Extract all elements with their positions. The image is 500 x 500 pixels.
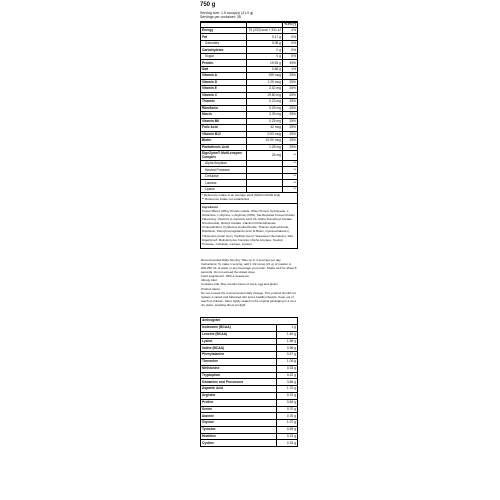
amino-value: 1.07 g (277, 420, 298, 427)
nutrient-ri: 39% (283, 60, 298, 66)
nutrition-footnotes (200, 193, 298, 204)
nutrient-ri: 25% (283, 73, 298, 79)
nutrient-value: 0.68 g (247, 66, 283, 72)
nutrient-ri: 0% (283, 47, 298, 53)
enzyme-complex-ri: ** (283, 151, 298, 161)
amino-row (201, 433, 298, 440)
amino-name: Methionine (201, 365, 277, 372)
nutrient-value: 0 g (247, 53, 283, 59)
amino-row (201, 406, 298, 413)
nutrient-ri: 25% (283, 105, 298, 111)
nutrient-name: Pantothenic Acid (201, 144, 247, 150)
nutrient-ri: 25% (283, 86, 298, 92)
amino-value: 0.47 g (277, 352, 298, 359)
enzyme-item-name: Neutral Protease (201, 167, 247, 173)
amino-name: Serine (201, 406, 277, 413)
nutrient-name: Thiamin (201, 99, 247, 105)
enzyme-item-name: Lactase (201, 180, 247, 186)
nutrient-name: Sugar (201, 53, 247, 59)
amino-value: 0.22 g (277, 372, 298, 379)
nutrient-value: 0.08 g (247, 40, 283, 46)
aminogram-title: Aminogram (201, 318, 298, 325)
nutrient-name: Vitamin C (201, 92, 247, 98)
amino-row (201, 345, 298, 352)
footnote-not-established: ** Reference intake not established. (202, 197, 250, 202)
enzyme-item-ri: ** (283, 160, 298, 166)
nutrient-ri: 25% (283, 144, 298, 150)
amino-name: Threonine (201, 358, 277, 365)
directions-block (200, 258, 298, 308)
amino-name: Alanine (201, 413, 277, 420)
amino-value: 0.70 g (277, 406, 298, 413)
amino-value: 0.84 g (277, 399, 298, 406)
supplement-label (200, 2, 298, 447)
amino-name: Proline (201, 399, 277, 406)
amino-row (201, 440, 298, 447)
directions-paragraph: Recommended Daily Serving: Take up to 3 servings per day. Instructions: To make 1 serving, add 1 1/2 scoop (21 g) of powder to 200-250 mL of water or any beverage you prefer. Shake well for about 8 seconds. Do not exceed the stated dose. (201, 257, 297, 275)
amino-value: 0.70 g (277, 392, 298, 399)
nutrient-ri: 25% (283, 92, 298, 98)
nutrient-name: Energy (201, 27, 247, 33)
enzyme-item-ri: ** (283, 167, 298, 173)
directions-paragraph: Contains milk. May contain traces of soya, egg and gluten. (201, 282, 279, 287)
nutrient-ri: 25% (283, 125, 298, 131)
nutrition-row-enzyme (201, 151, 298, 161)
nutrient-value: 0.17 g (247, 34, 283, 40)
amino-value: 0.45 g (277, 426, 298, 433)
amino-row (201, 426, 298, 433)
amino-row (201, 392, 298, 399)
enzyme-item-name: Alpha Amylase (201, 160, 247, 166)
amino-row (201, 372, 298, 379)
nutrient-ri: 0% (283, 34, 298, 40)
amino-row (201, 352, 298, 359)
aminogram-table (200, 317, 298, 447)
nutrient-name: Vitamin B6 (201, 118, 247, 124)
nutrient-ri: 1% (283, 66, 298, 72)
enzyme-item-name: Cellulase (201, 173, 247, 179)
enzyme-complex-name: DigeZyme® Multi-enzyme Complex (201, 151, 247, 161)
nutrient-name: Carbohydrate (201, 47, 247, 53)
nutrient-value: 0.29 mg (247, 118, 283, 124)
amino-row (201, 365, 298, 372)
directions-paragraph: Product Alerts: (201, 286, 221, 291)
amino-row (201, 331, 298, 338)
amino-name: Arginine (201, 392, 277, 399)
amino-name: Tyrosine (201, 426, 277, 433)
enzyme-item-name: Lipase (201, 186, 247, 192)
nutrient-name: Fat (201, 34, 247, 40)
amino-value: 1.70 g (277, 386, 298, 393)
nutrition-header-ri: % RI (*) (284, 22, 296, 27)
ingredients-box (200, 204, 298, 248)
amino-value: 0.23 g (277, 433, 298, 440)
nutrient-ri: 25% (283, 112, 298, 118)
nutrient-name: Salt (201, 66, 247, 72)
amino-name: Leucine (BCAA) (201, 331, 277, 338)
directions-paragraph: Do not exceed the recommended daily dosage. This product should not replace a varied and balanced diet and a healthy lifestyle. Keep out of reach of children. Store tightly sealed in the original packaging in a cool, dry place, avoiding direct sunlight. (201, 290, 297, 308)
nutrient-value: 3.02 mg (247, 86, 283, 92)
aminogram-header-row (201, 318, 298, 325)
amino-row (201, 324, 298, 331)
amino-value: 1 g (277, 324, 298, 331)
nutrient-ri: 25% (283, 138, 298, 144)
nutrient-ri: 4% (283, 27, 298, 33)
servings-per-container: Servings per container: 35 (200, 15, 241, 20)
nutrient-value: 0 g (247, 47, 283, 53)
amino-row (201, 420, 298, 427)
nutrient-name: Vitamin E (201, 86, 247, 92)
nutrient-ri: 25% (283, 131, 298, 137)
nutrient-value: 1.25 mcg (247, 79, 283, 85)
nutrient-value: 0.53 mcg (247, 131, 283, 137)
amino-name: Histidine (201, 433, 277, 440)
nutrient-ri: 25% (283, 118, 298, 124)
serving-size: Serving size: 1.5 scoop(s) (21.0 g) (200, 10, 254, 15)
amino-name: Tryptophan (201, 372, 277, 379)
ingredients-text: Protein Blend (Whey Protein isolate, Whey Protein hydrolysate, L-Glutamine, L-Glycine, L-Arginine) (93%), Fat-Reduced Cocoa Powder, Flavouring, Vitamins (L-Ascorbic Acid, DL-Alpha Tocopheryl Acetate, Nicotinamide, Retinyl Acetate, Calcium D-Pantothenate, Cholecalciferol, Pyridoxine Hydrochloride, Thiamin Hydrochloride, Riboflavin, Pteroylmonoglutamic Acid, D-Biotin, Cyanocobalamin), Thickeners (Guar Gum, Xanthan Gum), Sweetener (Sucralose), Salt, DigeZyme® Multi-Enzyme Complex (Alpha Amylase, Neutral Protease, Cellulase, Lactase, Lipase). (202, 209, 296, 246)
ingredients-title: Ingredients (202, 205, 219, 210)
nutrient-name: Riboflavin (201, 105, 247, 111)
nutrition-table (200, 22, 298, 194)
amino-row (201, 386, 298, 393)
nutrient-ri: 25% (283, 99, 298, 105)
amino-name: Aspartic Acid (201, 386, 277, 393)
amino-name: Valine (BCAA) (201, 345, 277, 352)
amino-value: 3.86 g (277, 379, 298, 386)
nutrient-name: Vitamin D (201, 79, 247, 85)
amino-row (201, 379, 298, 386)
directions-paragraph: Food supplement. With a sweetener. (201, 274, 250, 279)
enzyme-complex-value: 25 mg (247, 151, 283, 161)
nutrient-value: 79 (333) kcal + 331 kJ (248, 28, 281, 33)
nutrient-name: Niacin (201, 112, 247, 118)
amino-value: 1.66 g (277, 338, 298, 345)
enzyme-item-value (247, 186, 283, 192)
directions-paragraph: Allergy Alert: (201, 278, 218, 283)
nutrient-name: Protein (201, 60, 247, 66)
amino-row (201, 338, 298, 345)
nutrient-value: 0.29 mg (247, 105, 283, 111)
nutrient-name: Folic Acid (201, 125, 247, 131)
nutrient-ri: 0% (283, 40, 298, 46)
amino-value: 1.84 g (277, 331, 298, 338)
enzyme-item-row (201, 186, 298, 192)
amino-name: Glycine (201, 420, 277, 427)
nutrient-value: 10.00 mcg (247, 138, 283, 144)
nutrient-value: 19.80 mg (247, 92, 283, 98)
amino-row (201, 358, 298, 365)
nutrient-name: Saturates (201, 40, 247, 46)
nutrient-ri: 0% (283, 53, 298, 59)
amino-name: Glutamine and Precursors (201, 379, 277, 386)
amino-name: Phenylalanine (201, 352, 277, 359)
nutrient-value: 3.39 mg (247, 112, 283, 118)
nutrient-value: 19.53 g (247, 60, 283, 66)
nutrient-value: 42 mcg (247, 125, 283, 131)
amino-row (201, 399, 298, 406)
amino-name: Isoleucine (BCAA) (201, 324, 277, 331)
nutrient-value: 199 mcg (247, 73, 283, 79)
amino-value: 0.96 g (277, 345, 298, 352)
footnote-reference-intake: * Reference intake of an average adult (8400 kJ/2000 kcal) (202, 193, 281, 198)
amino-name: Lysine (201, 338, 277, 345)
enzyme-item-ri: ** (283, 186, 298, 192)
nutrient-name: Vitamin A (201, 73, 247, 79)
nutrient-name: Vitamin B12 (201, 131, 247, 137)
amino-name: Cystine (201, 440, 277, 447)
nutrient-value: 1.28 mg (247, 144, 283, 150)
enzyme-item-ri: ** (283, 173, 298, 179)
nutrient-name: Biotin (201, 138, 247, 144)
nutrient-value: 0.23 mg (247, 99, 283, 105)
amino-row (201, 413, 298, 420)
net-weight-title: 750 g (200, 2, 216, 8)
enzyme-item-ri: ** (283, 180, 298, 186)
amino-value: 0.33 g (277, 365, 298, 372)
amino-value: 1.04 g (277, 358, 298, 365)
amino-value: 0.33 g (277, 440, 298, 447)
nutrient-ri: 25% (283, 79, 298, 85)
amino-value: 0.76 g (277, 413, 298, 420)
